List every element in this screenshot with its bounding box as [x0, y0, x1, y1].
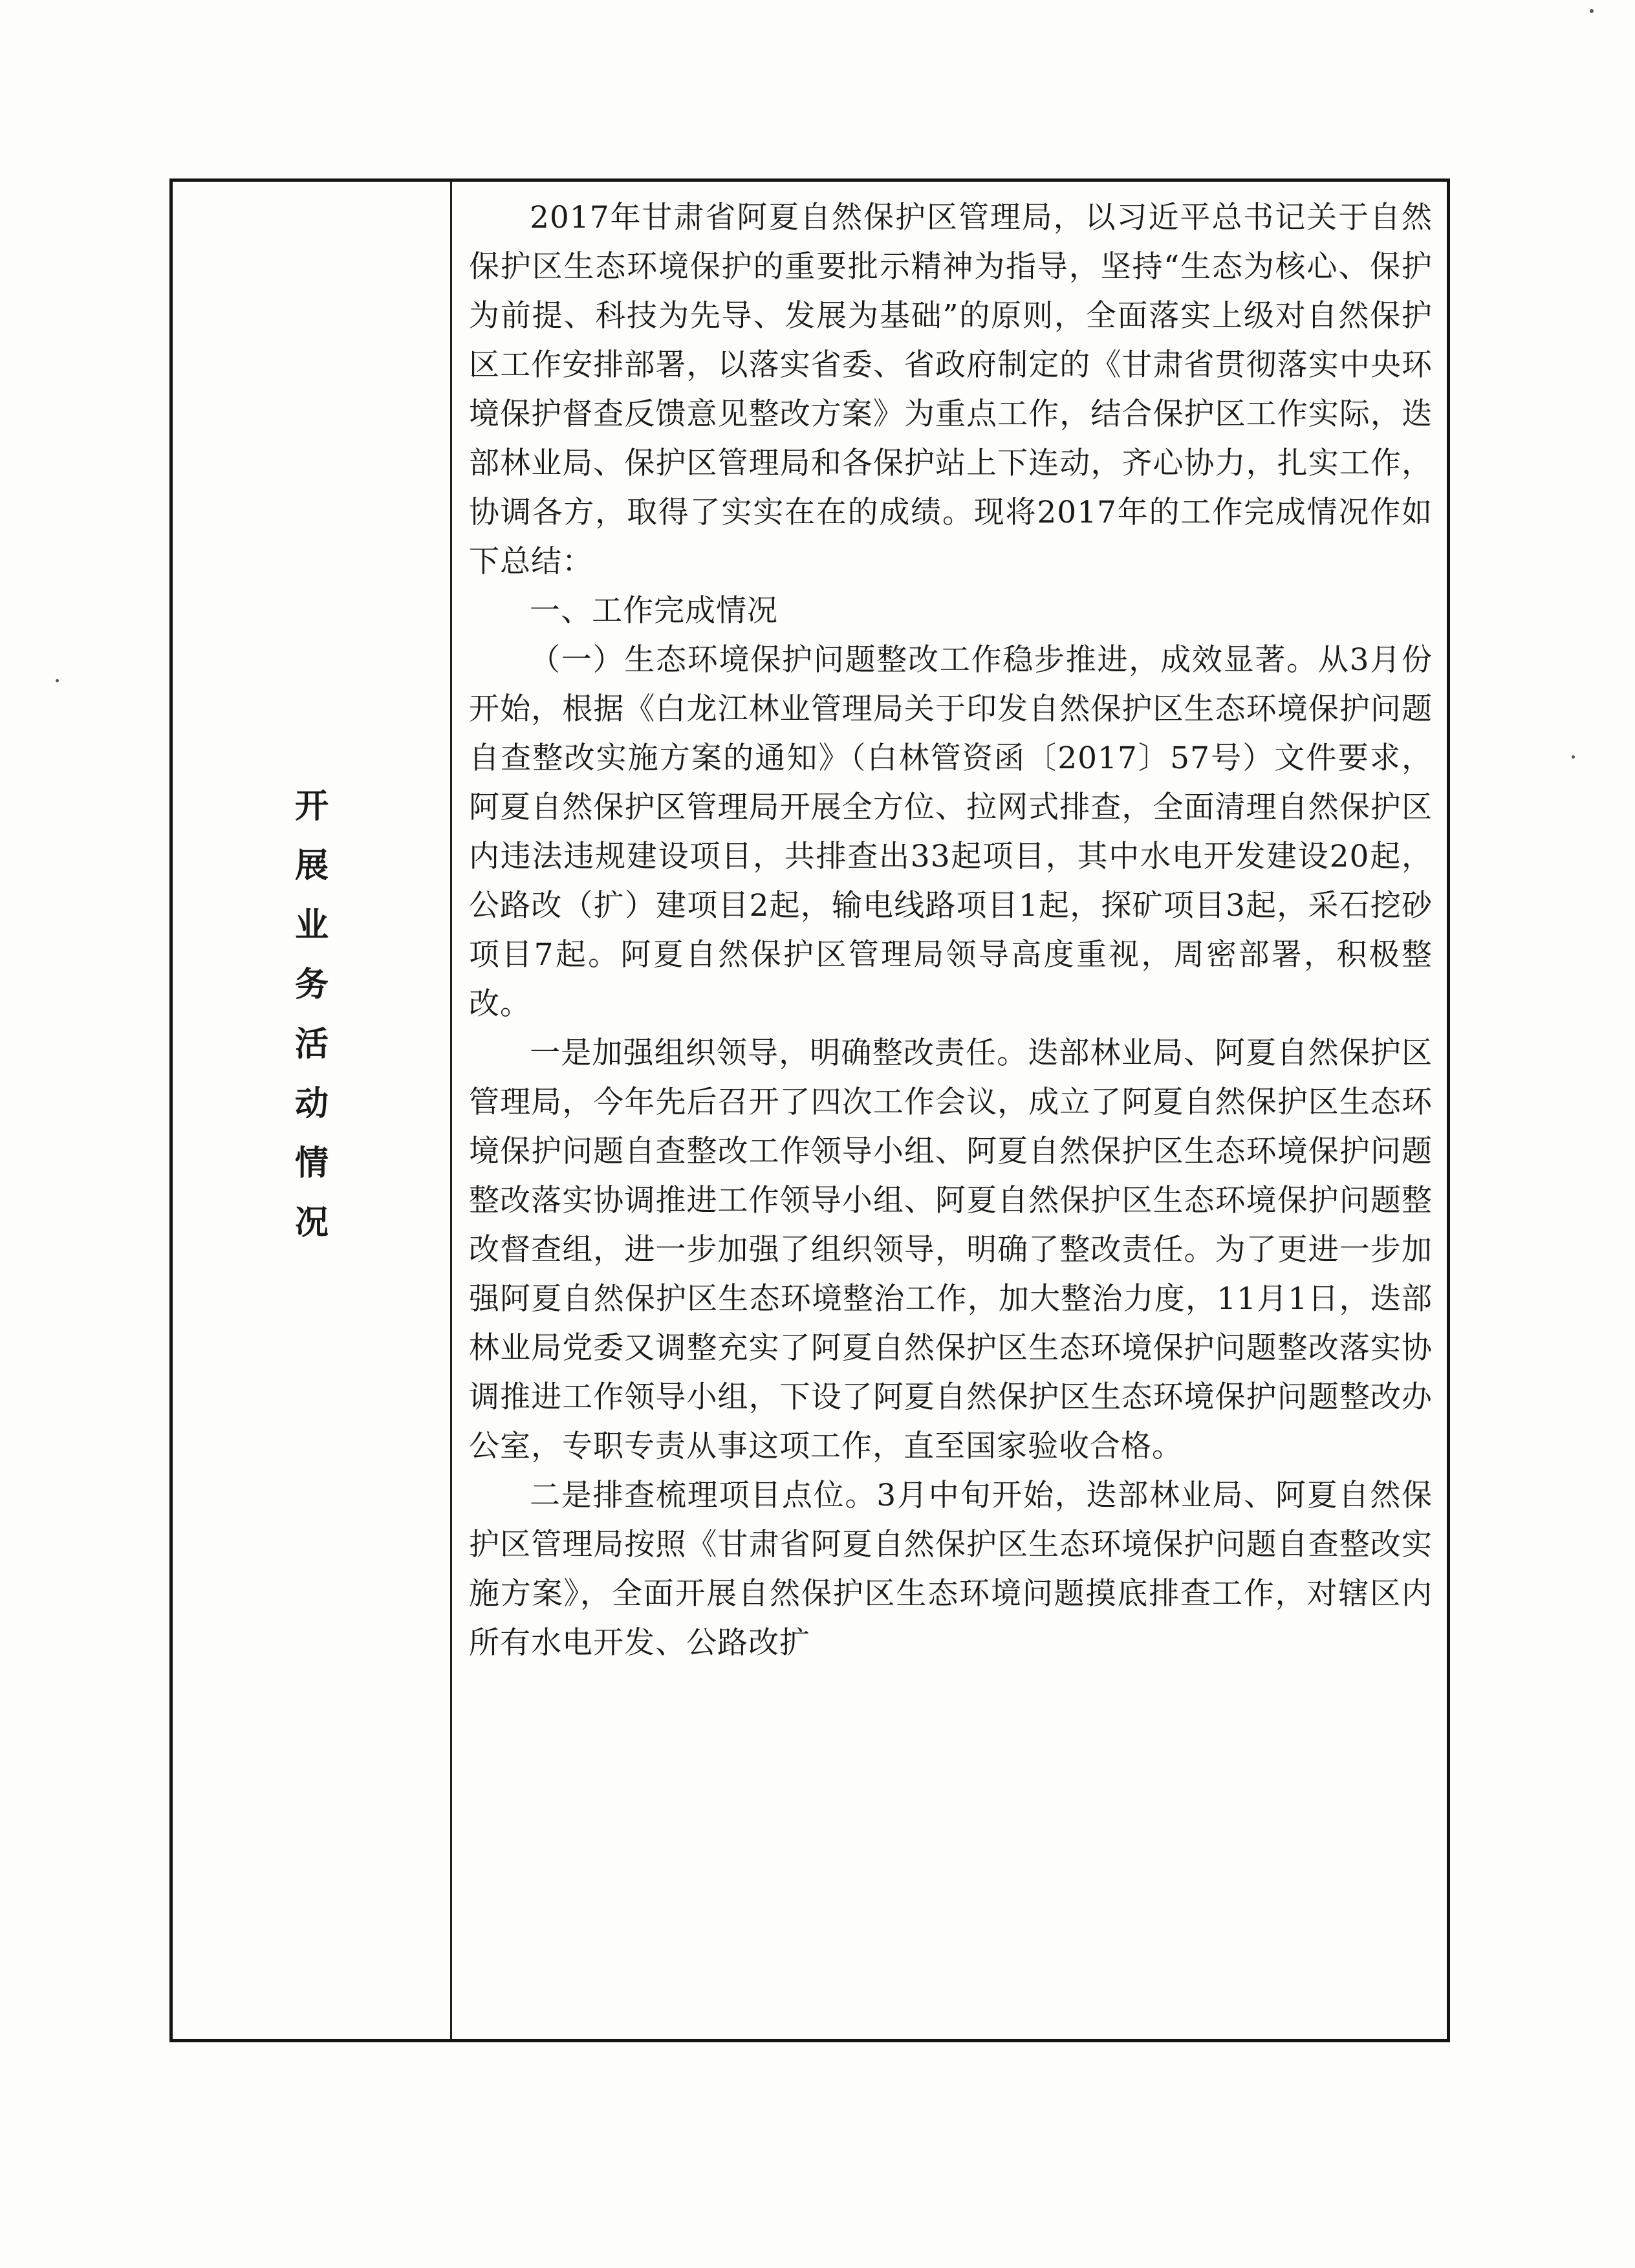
intro-paragraph: 2017年甘肃省阿夏自然保护区管理局，以习近平总书记关于自然保护区生态环境保护的重要批示精神为指导，坚持“生态为核心、保护为前提、科技为先导、发展为基础”的原则，全面落实上级对自然保护区工作安排部署，以落实省委、省政府制定的《甘肃省贯彻落实中央环境保护督查反馈意见整改方案》为重点工作，结合保护区工作实际，迭部林业局、保护区管理局和各保护站上下连动，齐心协力，扎实工作，协调各方，取得了实实在在的成绩。现将2017年的工作完成情况作如下总结：	[469, 200, 1433, 579]
scan-speck	[56, 679, 59, 682]
column-divider	[450, 182, 452, 2039]
content-table	[169, 178, 1450, 2042]
scan-speck	[1590, 9, 1594, 13]
label-column	[173, 182, 450, 2039]
section-label: 开展业务活动情况	[294, 787, 329, 1242]
subsection-paragraph: （一）生态环境保护问题整改工作稳步推进，成效显著。从3月份开始，根据《白龙江林业管理局关于印发自然保护区生态环境保护问题自查整改实施方案的通知》（白林管资函〔2017〕57号）文件要求，阿夏自然保护区管理局开展全方位、拉网式排查，全面清理自然保护区内违法违规建设项目，共排查出33起项目，其中水电开发建设20起，公路改（扩）建项目2起，输电线路项目1起，探矿项目3起，采石挖砂项目7起。阿夏自然保护区管理局领导高度重视，周密部署，积极整改。	[469, 642, 1433, 1022]
point-one-paragraph: 一是加强组织领导，明确整改责任。迭部林业局、阿夏自然保护区管理局，今年先后召开了四次工作会议，成立了阿夏自然保护区生态环境保护问题自查整改工作领导小组、阿夏自然保护区生态环境保护问题整改落实协调推进工作领导小组、阿夏自然保护区生态环境保护问题整改督查组，进一步加强了组织领导，明确了整改责任。为了更进一步加强阿夏自然保护区生态环境整治工作，加大整治力度，11月1日，迭部林业局党委又调整充实了阿夏自然保护区生态环境保护问题整改落实协调推进工作领导小组，下设了阿夏自然保护区生态环境保护问题整改办公室，专职专责从事这项工作，直至国家验收合格。	[469, 1035, 1433, 1464]
scan-speck	[1572, 755, 1575, 759]
point-two-paragraph: 二是排查梳理项目点位。3月中旬开始，迭部林业局、阿夏自然保护区管理局按照《甘肃省阿夏自然保护区生态环境保护问题自查整改实施方案》，全面开展自然保护区生态环境问题摸底排查工作，对辖区内所有水电开发、公路改扩	[469, 1478, 1433, 1661]
section-heading: 一、工作完成情况	[530, 593, 778, 629]
body-text	[469, 193, 1433, 2030]
